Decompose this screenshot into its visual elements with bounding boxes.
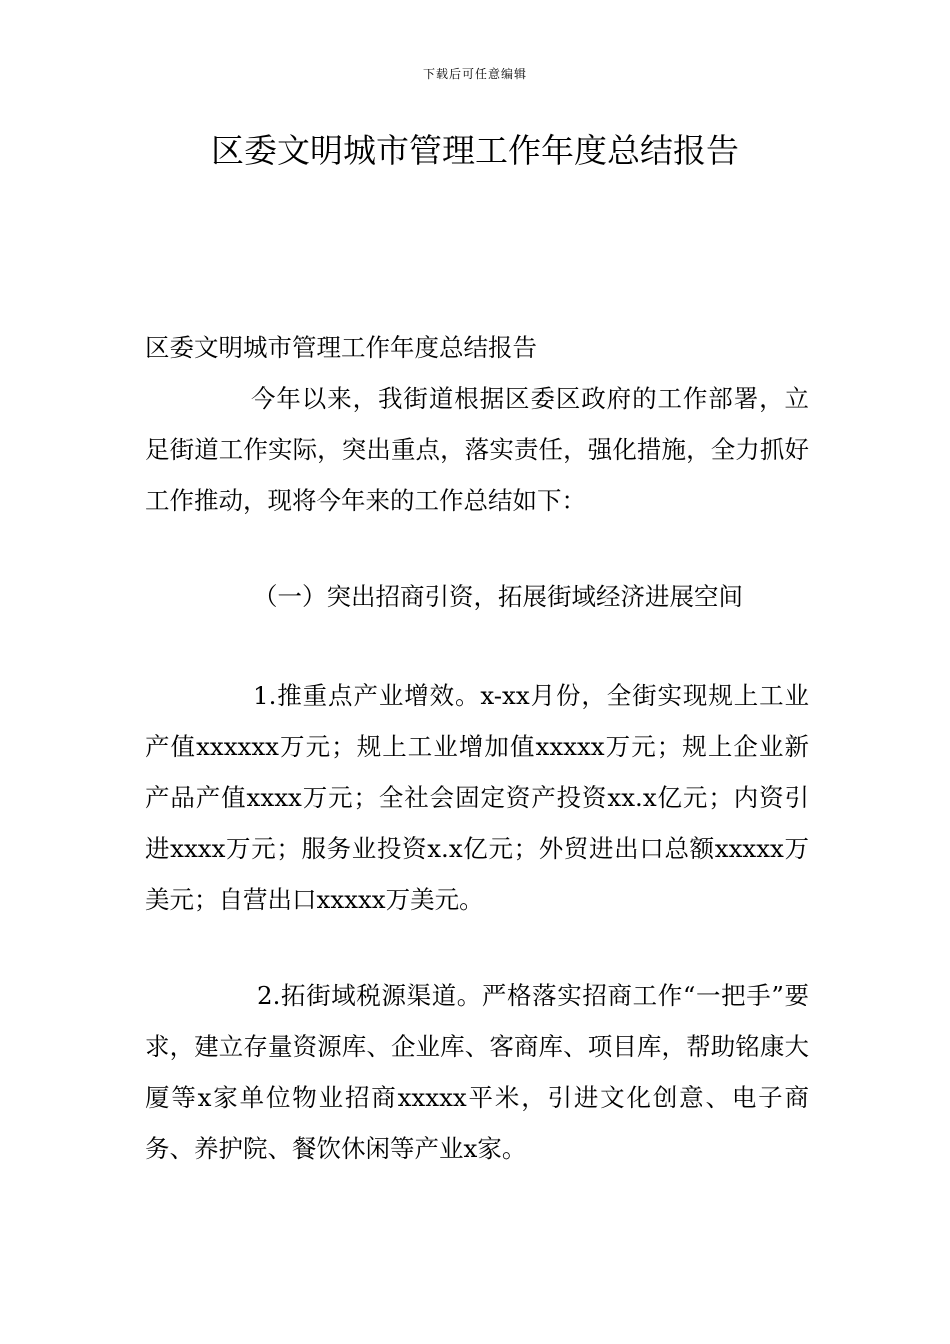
intro-paragraph: 今年以来，我街道根据区委区政府的工作部署，立足街道工作实际，突出重点，落实责任，强化措施，全力抓好工作推动，现将今年来的工作总结如下： <box>145 384 809 515</box>
section-heading: （一）突出招商引资，拓展街域经济进展空间 <box>253 582 743 611</box>
body-paragraph-industry: 1.推重点产业增效。x-xx月份，全街实现规上工业产值xxxxxx万元；规上工业增加值xxxxx万元；规上企业新产品产值xxxx万元；全社会固定资产投资xx.x亿元；内资引进xxxx万元；服务业投资x.x亿元；外贸进出口总额xxxxx万美元；自营出口xxxxx万美元。 <box>145 681 809 914</box>
document-title: 区委文明城市管理工作年度总结报告 <box>211 131 739 170</box>
document-subtitle: 区委文明城市管理工作年度总结报告 <box>145 333 537 362</box>
body-paragraph-tax-sources: 2.拓街域税源渠道。严格落实招商工作“一把手”要求，建立存量资源库、企业库、客商库、项目库，帮助铭康大厦等x家单位物业招商xxxxx平米，引进文化创意、电子商务、养护院、餐饮休闲等产业x家。 <box>145 981 809 1163</box>
page-header-note: 下载后可任意编辑 <box>422 67 527 81</box>
